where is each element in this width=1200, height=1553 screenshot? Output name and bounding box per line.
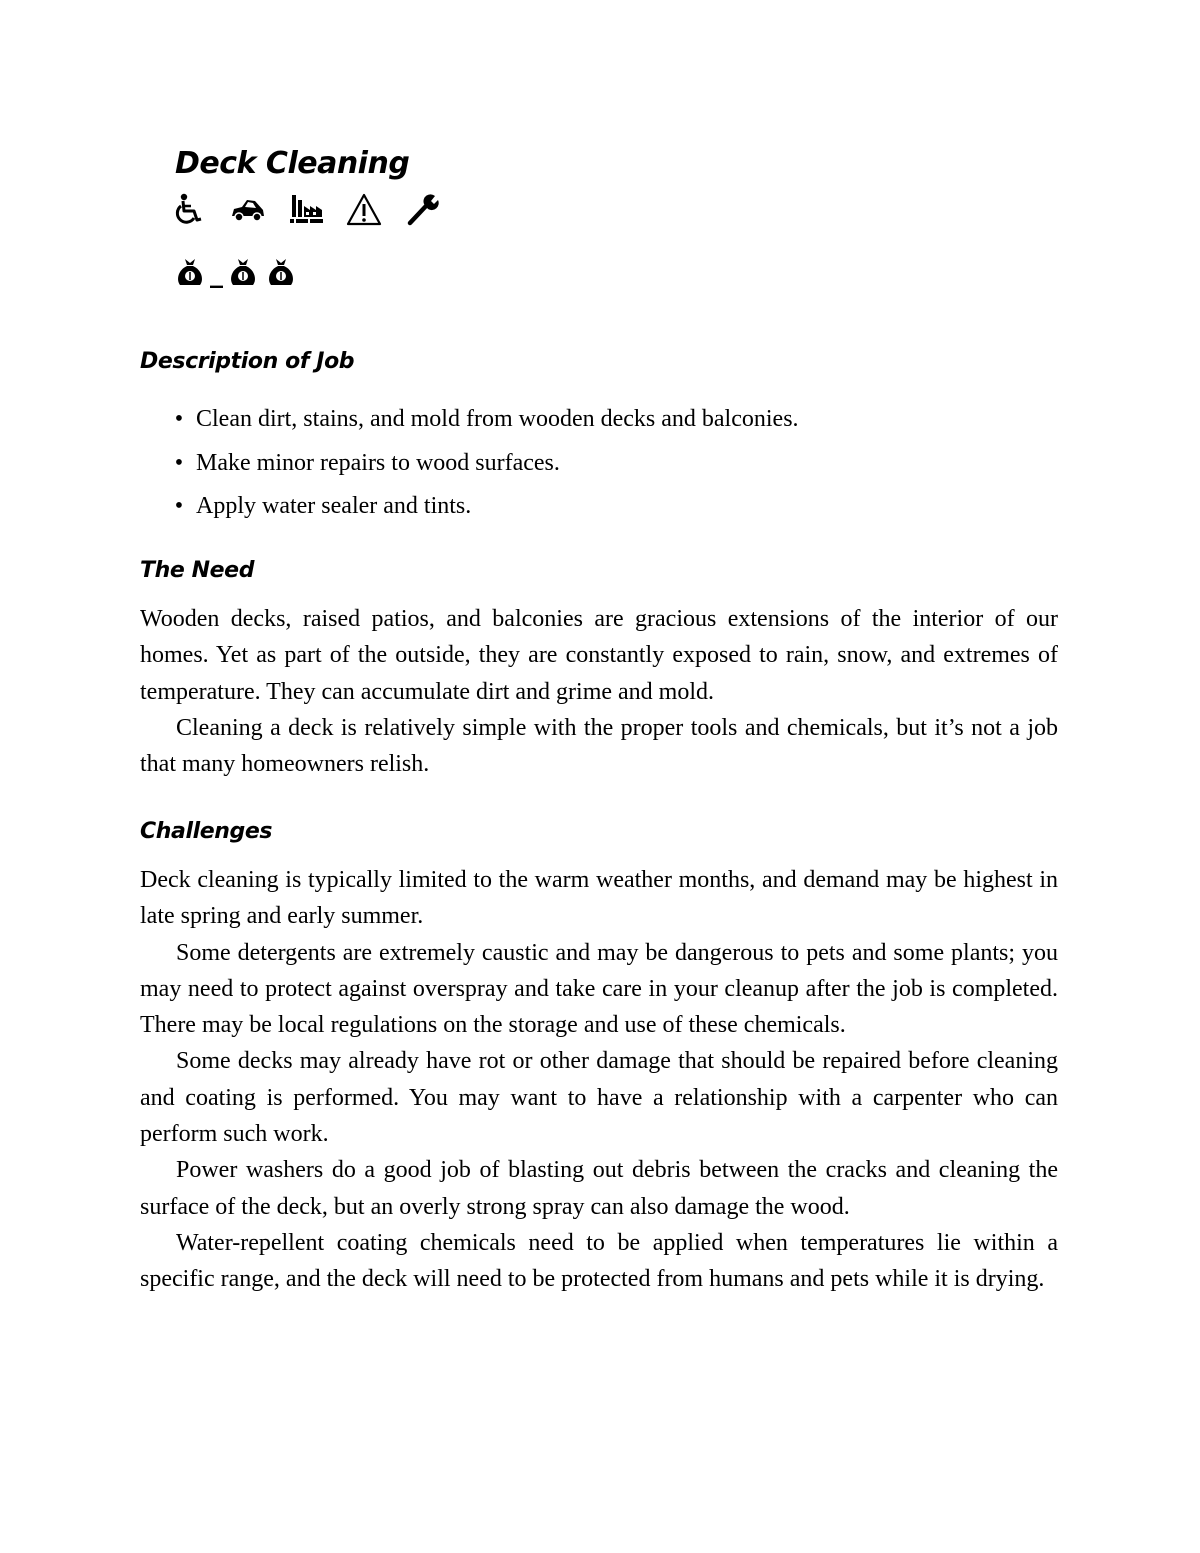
list-item-text: Apply water sealer and tints. xyxy=(196,493,472,519)
bullet-marker: • xyxy=(174,406,184,432)
challenges-heading: Challenges xyxy=(140,819,273,844)
wheelchair-icon xyxy=(172,192,208,228)
list-item xyxy=(172,398,1072,442)
paragraph: Some decks may already have rot or other damage that should be repaired before cleaning and coating is performed. You may want to have a relationship with a carpenter who can perform such work. xyxy=(140,1048,1058,1148)
challenges-section xyxy=(140,862,1058,1298)
skill-icons-row xyxy=(172,190,440,230)
need-heading: The Need xyxy=(140,558,255,583)
list-item xyxy=(172,485,1072,529)
paragraph: Wooden decks, raised patios, and balconies are gracious extensions of the interior of our homes. Yet as part of the outside, they are constantly exposed to rain, snow, and extremes of temperature. They can accumulate dirt and grime and mold. xyxy=(140,606,1058,705)
cost-icons-row xyxy=(172,252,299,292)
description-list xyxy=(172,398,1072,529)
bullet-marker: • xyxy=(174,449,184,476)
need-section xyxy=(140,601,1058,782)
paragraph: Cleaning a deck is relatively simple with the proper tools and chemicals, but it’s not a job that many homeowners relish. xyxy=(140,714,1058,778)
document-title: Deck Cleaning xyxy=(175,146,410,181)
paragraph: Water-repellent coating chemicals need to be applied when temperatures lie within a specific range, and the deck will need to be protected from humans and pets while it is drying. xyxy=(140,1229,1058,1293)
factory-icon xyxy=(288,192,324,228)
description-heading: Description of Job xyxy=(140,349,355,374)
list-item-text: Clean dirt, stains, and mold from wooden decks and balconies. xyxy=(196,406,799,432)
warning-triangle-icon xyxy=(346,192,382,228)
list-item-text: Make minor repairs to wood surfaces. xyxy=(196,449,560,476)
money-bag-icon xyxy=(263,254,299,290)
list-item xyxy=(172,442,1072,486)
money-bag-icon xyxy=(225,254,261,290)
sports-car-icon xyxy=(230,192,266,228)
bullet-marker: • xyxy=(174,493,184,519)
paragraph: Deck cleaning is typically limited to the warm weather months, and demand may be highest in late spring and early summer. xyxy=(140,867,1058,930)
cost-separator: _ xyxy=(210,259,223,289)
money-bag-icon xyxy=(172,254,208,290)
paragraph: Power washers do a good job of blasting out debris between the cracks and cleaning the surface of the deck, but an overly strong spray can also damage the wood. xyxy=(140,1157,1058,1220)
wrench-icon xyxy=(404,192,440,228)
paragraph: Some detergents are extremely caustic and may be dangerous to pets and some plants; you may need to protect against overspray and take care in your cleanup after the job is completed. There may be local regulations on the storage and use of these chemicals. xyxy=(140,939,1058,1039)
